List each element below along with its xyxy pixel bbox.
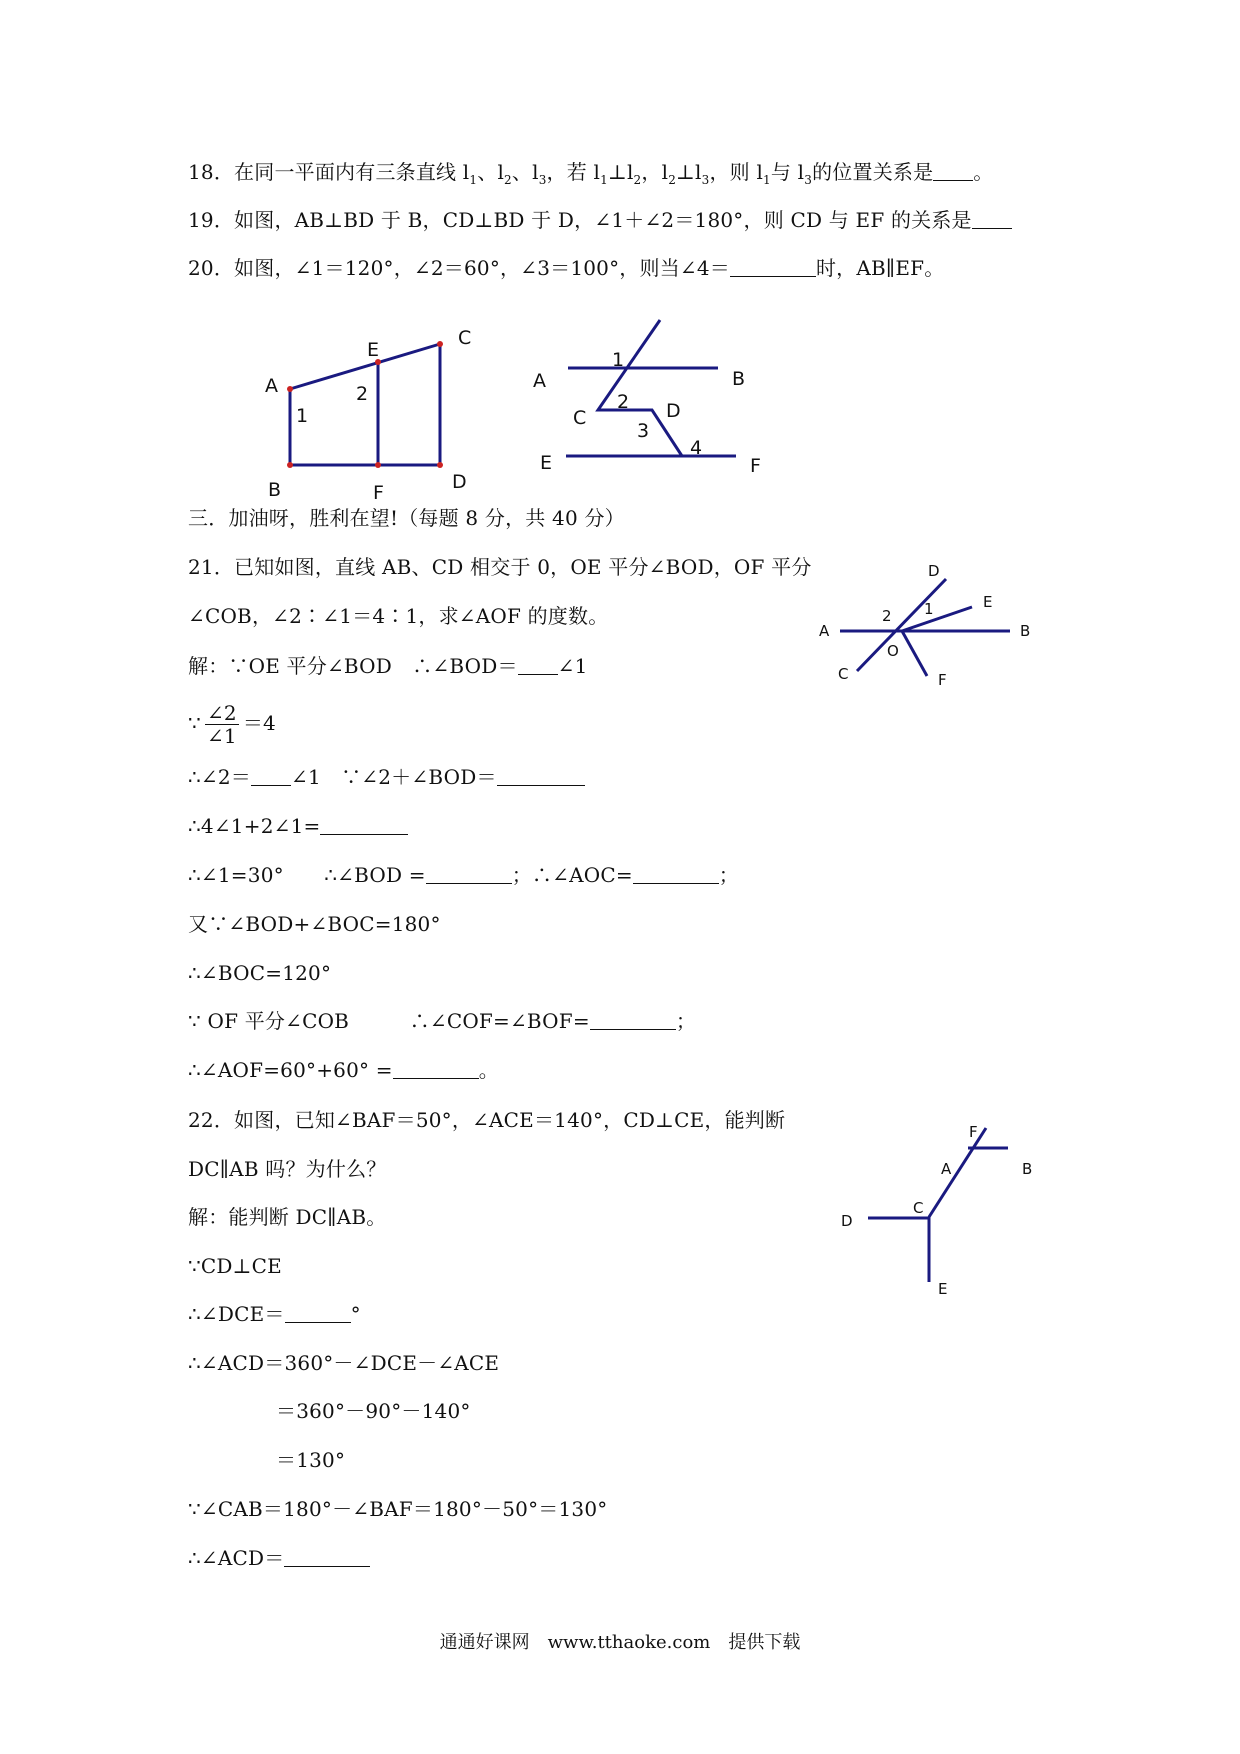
angle-1-label: 1 bbox=[612, 349, 625, 371]
label-F: F bbox=[750, 455, 761, 477]
q21-text: 。 bbox=[478, 1058, 499, 1082]
q21-text: 又∵∠BOD+∠BOC=180° bbox=[188, 912, 441, 936]
label-D: D bbox=[928, 562, 940, 580]
label-E: E bbox=[540, 452, 553, 474]
angle-1-label: 1 bbox=[296, 405, 309, 427]
q22-text: ＝360°－90°－140° bbox=[276, 1399, 471, 1423]
label-F: F bbox=[373, 482, 384, 504]
angle-2-label: 2 bbox=[356, 383, 369, 405]
q21-text: ； bbox=[718, 863, 739, 887]
label-D: D bbox=[452, 471, 467, 493]
sub: 1 bbox=[763, 173, 771, 187]
q21-text: ∴∠AOF=60°+60° = bbox=[188, 1058, 393, 1082]
sub: 2 bbox=[633, 173, 642, 187]
label-C: C bbox=[458, 327, 472, 349]
q21-text: ＝4 bbox=[242, 711, 276, 735]
q21-text: ∴4∠1+2∠1= bbox=[188, 814, 321, 838]
q22-text: ∴∠DCE＝ bbox=[188, 1302, 285, 1326]
q20-text: 20．如图，∠1＝120°，∠2＝60°，∠3＝100°，则当∠4＝ bbox=[188, 256, 730, 280]
sub: 2 bbox=[668, 173, 677, 187]
q18-text: ，l bbox=[641, 160, 669, 184]
q18-text: 的位置关系是 bbox=[812, 160, 934, 184]
q22-text: 22．如图，已知∠BAF＝50°，∠ACE＝140°，CD⊥CE，能判断 bbox=[188, 1108, 786, 1132]
q18-text: ⊥l bbox=[607, 160, 634, 184]
page-footer: 通通好课网 www.tthaoke.com 提供下载 bbox=[439, 1632, 801, 1653]
sub: 1 bbox=[600, 173, 608, 187]
angle-2-label: 2 bbox=[617, 391, 630, 413]
q21-text: 解：∵OE 平分∠BOD ∴∠BOD＝ bbox=[188, 654, 518, 678]
label-E: E bbox=[367, 339, 380, 361]
q18-text: 、l bbox=[511, 160, 539, 184]
q21-text: ∴∠BOC=120° bbox=[188, 961, 332, 985]
q21-text: ； bbox=[675, 1009, 697, 1033]
q21-text: ∴∠1=30° ∴∠BOD = bbox=[188, 863, 426, 887]
angle-1-label: 1 bbox=[924, 600, 934, 618]
q22-text: ° bbox=[350, 1302, 361, 1326]
q22-text: ∵∠CAB＝180°－∠BAF＝180°－50°＝130° bbox=[188, 1497, 608, 1521]
label-E: E bbox=[938, 1280, 948, 1298]
q21-text: ∵ OF 平分∠COB ∴∠COF=∠BOF= bbox=[188, 1009, 590, 1033]
fig-line bbox=[929, 1128, 986, 1217]
angle-3-label: 3 bbox=[637, 420, 650, 442]
q18-text: 、l bbox=[477, 160, 505, 184]
label-C: C bbox=[913, 1199, 924, 1217]
label-A: A bbox=[533, 370, 546, 392]
label-F: F bbox=[969, 1123, 978, 1141]
label-C: C bbox=[573, 407, 587, 429]
q18-text: ，则 l bbox=[709, 160, 764, 184]
label-B: B bbox=[732, 368, 746, 390]
q22-text: 解：能判断 DC∥AB。 bbox=[188, 1205, 387, 1229]
q22-text: ∵CD⊥CE bbox=[188, 1254, 282, 1278]
label-B: B bbox=[1022, 1160, 1033, 1178]
q22-text: ∴∠ACD＝ bbox=[188, 1546, 285, 1570]
q21-text: ∴∠2＝ bbox=[188, 765, 252, 789]
label-D: D bbox=[666, 400, 681, 422]
q21-text: ；∴∠AOC= bbox=[511, 863, 633, 887]
label-O: O bbox=[887, 642, 899, 660]
q22-text: ＝130° bbox=[276, 1448, 346, 1472]
fraction-denominator: ∠1 bbox=[206, 724, 237, 748]
fraction-numerator: ∠2 bbox=[206, 701, 237, 725]
q18-text: 18．在同一平面内有三条直线 l bbox=[188, 160, 470, 184]
label-A: A bbox=[941, 1160, 952, 1178]
sub: 3 bbox=[701, 173, 710, 187]
label-A: A bbox=[265, 375, 278, 397]
q19-text: 19．如图，AB⊥BD 于 B，CD⊥BD 于 D，∠1＋∠2＝180°，则 CD 与 EF 的关系是 bbox=[188, 208, 972, 232]
label-B: B bbox=[1020, 622, 1031, 640]
label-B: B bbox=[268, 479, 282, 501]
q18-text: 。 bbox=[973, 160, 994, 184]
label-A: A bbox=[819, 622, 830, 640]
q20-text: 时，AB∥EF。 bbox=[815, 256, 945, 280]
sub: 2 bbox=[504, 173, 512, 187]
q22-text: DC∥AB 吗？为什么？ bbox=[188, 1157, 387, 1181]
q18-text: ，若 l bbox=[546, 160, 601, 184]
label-C: C bbox=[838, 665, 849, 683]
q18-text: 与 l bbox=[770, 160, 805, 184]
q21-text: ∵ bbox=[188, 711, 201, 735]
angle-2-label: 2 bbox=[882, 607, 892, 625]
sub: 3 bbox=[804, 173, 813, 187]
q21-text: ∠COB，∠2∶∠1＝4∶1，求∠AOF 的度数。 bbox=[188, 604, 609, 628]
sub: 3 bbox=[538, 173, 547, 187]
q21-text: ∠1 ∵∠2＋∠BOD＝ bbox=[291, 765, 497, 789]
q21-text: 21．已知如图，直线 AB、CD 相交于 0，OE 平分∠BOD，OF 平分 bbox=[188, 555, 812, 579]
label-E: E bbox=[983, 593, 993, 611]
section-3-text: 三．加油呀，胜利在望!（每题 8 分，共 40 分） bbox=[188, 506, 625, 530]
label-D: D bbox=[841, 1212, 853, 1230]
q18-text: ⊥l bbox=[676, 160, 702, 184]
label-F: F bbox=[938, 671, 947, 689]
sub: 1 bbox=[469, 173, 478, 187]
q21-text: ∠1 bbox=[557, 654, 588, 678]
q22-text: ∴∠ACD＝360°－∠DCE－∠ACE bbox=[188, 1351, 500, 1375]
angle-4-label: 4 bbox=[690, 437, 703, 459]
